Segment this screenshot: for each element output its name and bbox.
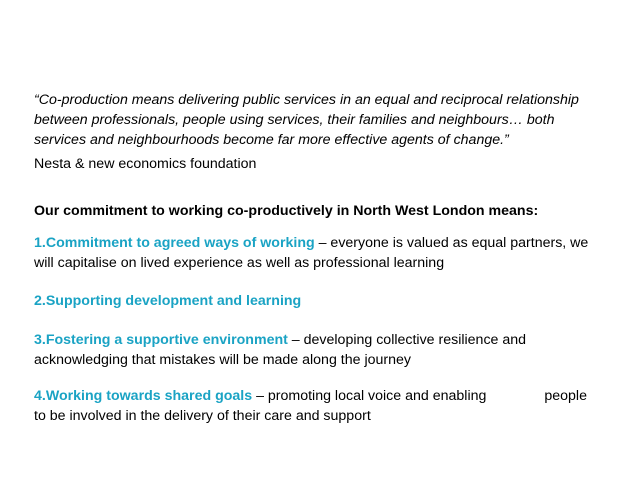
point-4-text-line-1a: – promoting local voice and enabling: [252, 388, 487, 404]
quote-line-2: between professionals, people using services, their families and neighbours… both: [34, 112, 555, 128]
commitment-point-3: [34, 330, 614, 370]
quote-attribution: Nesta & new economics foundation: [34, 156, 257, 172]
quote: [34, 90, 614, 150]
commitment-heading: Our commitment to working co-productively in North West London means:: [34, 203, 539, 219]
point-3-title: 3.Fostering a supportive environment: [34, 332, 288, 348]
point-3-text-line-1: – developing collective resilience and: [287, 332, 527, 348]
point-1-text-line-1: – everyone is valued as equal partners, we: [314, 235, 589, 251]
point-4-text-line-2: to be involved in the delivery of their care and support: [34, 408, 371, 424]
point-4-text-line-1b: people: [544, 388, 587, 404]
quote-line-3: services and neighbourhoods become far more effective agents of change.”: [34, 132, 509, 148]
point-1-text-line-2: will capitalise on lived experience as well as professional learning: [34, 255, 445, 271]
point-3-text-line-2: acknowledging that mistakes will be made along the journey: [34, 352, 411, 368]
quote-line-1: “Co-production means delivering public services in an equal and reciprocal relationship: [34, 92, 579, 108]
point-1-title: 1.Commitment to agreed ways of working: [34, 235, 315, 251]
point-2-title: 2.Supporting development and learning: [34, 293, 302, 309]
point-4-title: 4.Working towards shared goals: [34, 388, 253, 404]
commitment-point-4: [34, 386, 614, 426]
commitment-point-1: [34, 233, 614, 273]
commitment-point-2: [34, 291, 614, 311]
